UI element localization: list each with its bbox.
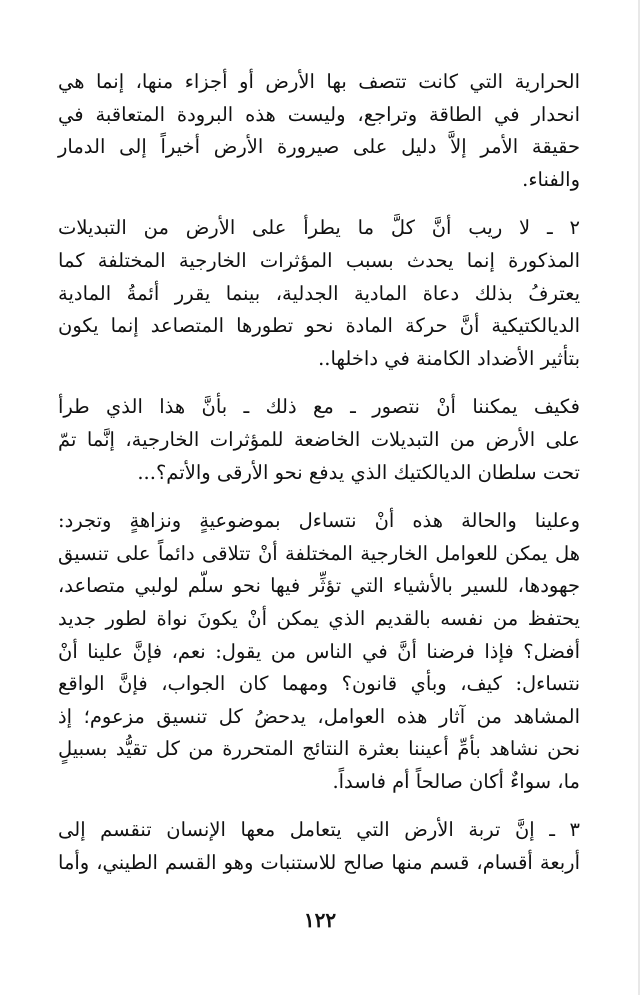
paragraph-5 [58,814,580,879]
paragraph-4 [58,505,580,798]
paragraph-1 [58,66,580,196]
text-line: حقيقة الأمر إلاَّ دليل على صيرورة الأرض أخيراً إلى الدمار [58,135,580,159]
text-line: ٣ ـ إنَّ تربة الأرض التي يتعامل معها الإنسان تنقسم إلى [58,818,580,842]
paragraph-3 [58,391,580,489]
text-line: وعلينا والحالة هذه أنْ نتساءل بموضوعيةٍ ونزاهةٍ وتجرد: [58,509,580,533]
text-line: هل يمكن للعوامل الخارجية المختلفة أنْ تتلاقى دائماً على تنسيق [58,541,580,565]
text-line: يحتفظ من نفسه بالقديم الذي يمكن أنْ يكونَ نواة لطور جديد [58,606,580,630]
paragraph-2 [58,212,580,375]
text-line: المذكورة إنما يحدث بسبب المؤثرات الخارجية المختلفة كما [58,248,580,272]
text-line: والفناء. [522,167,580,191]
text-line: نحن نشاهد بأمِّ أعيننا بعثرة النتائج المتحررة من كل تقيُّد بسبيلٍ [58,737,580,761]
text-line: على الأرض من التبديلات الخاضعة للمؤثرات الخارجية، إنَّما تمّ [58,427,580,451]
text-line: ٢ ـ لا ريب أنَّ كلَّ ما يطرأ على الأرض من التبديلات [58,216,580,240]
text-line: أفضل؟ فإذا فرضنا أنَّ في الناس من يقول: نعم، فإنَّ علينا أنْ [58,639,580,663]
text-line: فكيف يمكننا أنْ نتصور ـ مع ذلك ـ بأنَّ هذا الذي طرأ [58,395,580,419]
page-number: ١٢٢ [303,908,337,932]
text-line: ما، سواءٌ أكان صالحاً أم فاسداً. [332,769,580,793]
text-line: الحرارية التي كانت تتصف بها الأرض أو أجزاء منها، إنما هي [58,70,580,93]
text-line: نتساءل: كيف، وبأي قانون؟ ومهما كان الجواب، فإنَّ الواقع [58,672,580,696]
text-line: جهودها، للسير بالأشياء التي تؤثِّر فيها نحو سلّم لولبي متصاعد، [58,574,580,598]
text-line: الديالكتيكية أنَّ حركة المادة نحو تطورها المتصاعد إنما يكون [58,314,580,338]
text-line: تحت سلطان الديالكتيك الذي يدفع نحو الأرقى والأتم؟... [137,460,580,484]
body-text [58,66,580,880]
text-line: يعترفُ بذلك دعاة المادية الجدلية، بينما يقرر أئمةُ المادية [58,281,580,305]
text-line: أربعة أقسام، قسم منها صالح للاستنبات وهو القسم الطيني، وأما [58,851,580,875]
text-line: انحدار في الطاقة وتراجع، وليست هذه البرودة المتعاقبة في [58,102,580,126]
text-line: المشاهد من آثار هذه العوامل، يدحضُ كل تنسيق مزعوم؛ إذ [58,704,580,728]
text-line: بتأثير الأضداد الكامنة في داخلها.. [318,346,580,370]
